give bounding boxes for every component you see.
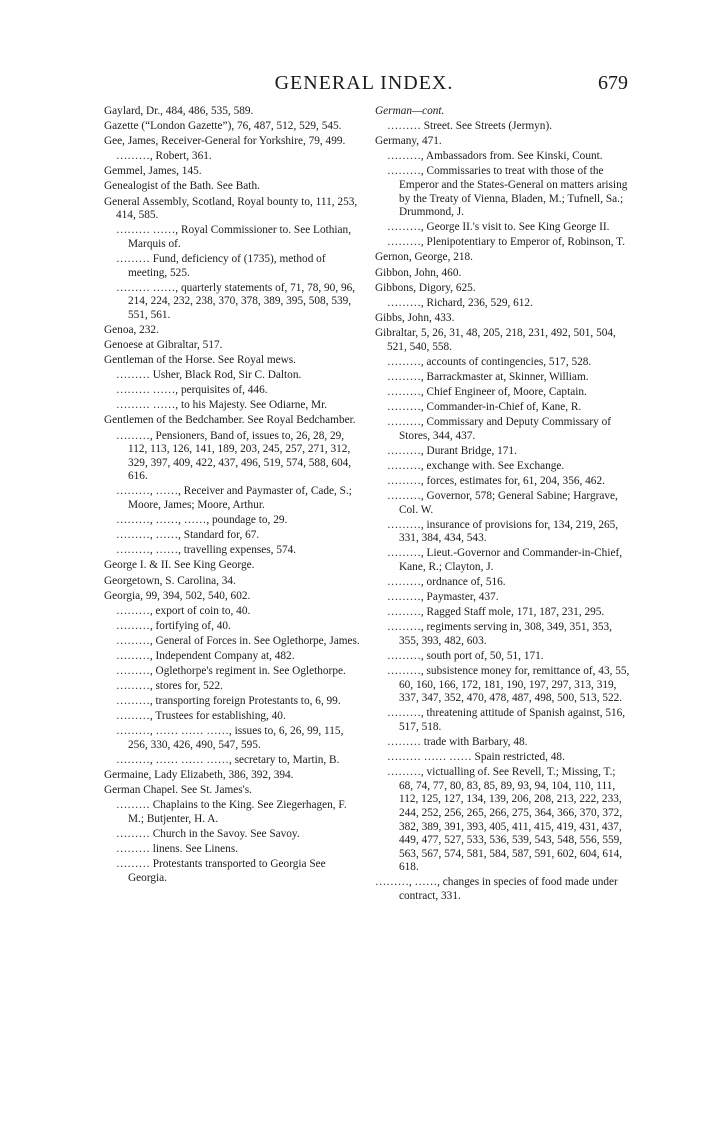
index-entry: ………, George II.'s visit to. See King George II. <box>387 221 610 234</box>
index-entry: ………, Commissaries to treat with those of the Emperor and the States-General on matters arising by the Treaty of Vienna, Bladen, M.; Tufnell, Sa.; Drummond, J. <box>387 165 628 219</box>
index-entry: ………, Trustees for establishing, 40. <box>116 710 286 723</box>
index-entry: ………, Independent Company at, 482. <box>116 649 295 662</box>
index-entry: ……… ……, perquisites of, 446. <box>116 384 268 397</box>
index-entry: ……… Protestants transported to Georgia See Georgia. <box>116 858 326 884</box>
index-entry: Gentleman of the Horse. See Royal mews. <box>104 354 296 367</box>
index-entry: German—cont. <box>375 105 445 117</box>
index-entry: ………, export of coin to, 40. <box>116 604 251 617</box>
index-entry: ………, Commissary and Deputy Commissary of Stores, 344, 437. <box>387 415 612 442</box>
index-entry: German Chapel. See St. James's. <box>104 784 252 797</box>
index-entry: Gibraltar, 5, 26, 31, 48, 205, 218, 231, 492, 501, 504, 521, 540, 558. <box>375 326 616 353</box>
index-entry: ………, victualling of. See Revell, T.; Missing, T.; 68, 74, 77, 80, 83, 85, 89, 93, 94, 104, 110, 111, 112, 125, 127, 134, 139, 206, 208, 213, 222, 233, 244, 252, 256, 265, 266, 275, 364, 366, 370, 372, 382, 389, 391, 393, 405, 411, 415, 419, 431, 437, 449, 477, 527, 533, 536, 539, 543, 548, 556, 559, 563, 567, 574, 581, 584, 587, 591, 602, 604, 614, 618. <box>387 766 623 874</box>
index-entry: ………, ……, travelling expenses, 574. <box>116 544 297 557</box>
index-entry: Gazette (“London Gazette”), 76, 487, 512, 529, 545. <box>104 120 342 133</box>
index-entry: ………, Chief Engineer of, Moore, Captain. <box>387 385 587 398</box>
index-entry: Germaine, Lady Elizabeth, 386, 392, 394. <box>104 769 294 782</box>
index-entry: Gee, James, Receiver-General for Yorkshire, 79, 499. <box>104 135 346 148</box>
index-entry: ………, stores for, 522. <box>116 680 223 693</box>
index-entry: ………, Durant Bridge, 171. <box>387 444 517 457</box>
index-entry: George I. & II. See King George. <box>104 559 255 572</box>
index-entry: ………, south port of, 50, 51, 171. <box>387 649 544 662</box>
index-entry: ………, insurance of provisions for, 134, 219, 265, 331, 384, 434, 543. <box>387 518 619 545</box>
index-entry: ………, Commander-in-Chief of, Kane, R. <box>387 400 582 413</box>
index-entry: ………, threatening attitude of Spanish against, 516, 517, 518. <box>387 707 626 733</box>
index-entry: Gentlemen of the Bedchamber. See Royal Bedchamber. <box>104 414 356 427</box>
index-entry: ……… …… …… Spain restricted, 48. <box>387 751 565 764</box>
index-entry: ……… ……, to his Majesty. See Odiarne, Mr. <box>116 399 328 412</box>
index-entry: Germany, 471. <box>375 135 442 148</box>
left-index-column <box>104 105 361 887</box>
index-entry: Gernon, George, 218. <box>375 251 473 264</box>
page-title: GENERAL INDEX. <box>274 72 454 94</box>
index-entry: ………, …… …… ……, secretary to, Martin, B. <box>116 754 340 767</box>
index-entry: ………, Pensioners, Band of, issues to, 26, 28, 29, 112, 113, 126, 141, 189, 203, 245, 257, 271, 312, 329, 397, 409, 422, 437, 496, 519, 574, 588, 604, 616. <box>116 429 352 483</box>
page-header <box>104 72 628 102</box>
index-entry: ………, Barrackmaster at, Skinner, William. <box>387 370 589 383</box>
index-entry: ………, transporting foreign Protestants to, 6, 99. <box>116 695 341 708</box>
index-entry: ………, fortifying of, 40. <box>116 619 231 632</box>
index-entry: Gemmel, James, 145. <box>104 165 202 178</box>
index-entry: ………, regiments serving in, 308, 349, 351, 353, 355, 393, 482, 603. <box>387 621 612 647</box>
index-entry: Genealogist of the Bath. See Bath. <box>104 180 260 193</box>
page-number: 679 <box>598 72 628 94</box>
index-entry: ………, exchange with. See Exchange. <box>387 459 565 472</box>
index-entry: Georgetown, S. Carolina, 34. <box>104 574 236 587</box>
right-index-column <box>375 105 632 905</box>
index-entry: ………, ordnance of, 516. <box>387 576 506 588</box>
index-entry: ………, …… …… ……, issues to, 6, 26, 99, 115, 256, 330, 426, 490, 547, 595. <box>116 725 344 752</box>
index-entry: ………, accounts of contingencies, 517, 528. <box>387 355 592 368</box>
index-entry: ……… linens. See Linens. <box>116 843 239 856</box>
index-entry: ……… trade with Barbary, 48. <box>387 736 528 749</box>
index-entry: ……… Church in the Savoy. See Savoy. <box>116 828 300 841</box>
index-entry: ……… Chaplains to the King. See Ziegerhagen, F. M.; Butjenter, H. A. <box>116 799 347 825</box>
index-entry: Genoese at Gibraltar, 517. <box>104 339 223 351</box>
index-entry: ………, subsistence money for, remittance of, 43, 55, 60, 160, 166, 172, 181, 190, 197, 297, 313, 319, 337, 347, 352, 470, 478, 487, 498, 500, 513, 522. <box>387 665 630 705</box>
index-entry: ………, Governor, 578; General Sabine; Hargrave, Col. W. <box>387 489 618 516</box>
index-entry: ………, ……, Standard for, 67. <box>116 529 260 542</box>
index-entry: ………, Paymaster, 437. <box>387 591 499 604</box>
index-entry: Gibbons, Digory, 625. <box>375 281 476 294</box>
index-entry: Gibbs, John, 433. <box>375 311 455 324</box>
index-entry: ……… ……, quarterly statements of, 71, 78, 90, 96, 214, 224, 232, 238, 370, 378, 389, 395, 508, 539, 551, 561. <box>116 281 356 321</box>
index-entry: ………, ……, ……, poundage to, 29. <box>116 514 288 527</box>
index-entry: ………, Richard, 236, 529, 612. <box>387 296 533 309</box>
index-entry: Georgia, 99, 394, 502, 540, 602. <box>104 589 251 602</box>
index-entry: ………, forces, estimates for, 61, 204, 356, 462. <box>387 474 605 487</box>
index-entry: ……… Street. See Streets (Jermyn). <box>387 120 553 133</box>
index-entry: ………, Ambassadors from. See Kinski, Count. <box>387 150 603 163</box>
index-entry: ………, Lieut.-Governor and Commander-in-Chief, Kane, R.; Clayton, J. <box>387 547 623 573</box>
index-entry: ……… Fund, deficiency of (1735), method of meeting, 525. <box>116 252 326 279</box>
index-entry: ………, General of Forces in. See Oglethorpe, James. <box>116 634 360 647</box>
index-entry: ………, ……, changes in species of food made under contract, 331. <box>375 876 618 903</box>
index-entry: ……… Usher, Black Rod, Sir C. Dalton. <box>116 369 302 382</box>
index-entry: Gaylard, Dr., 484, 486, 535, 589. <box>104 105 254 117</box>
index-entry: ………, ……, Receiver and Paymaster of, Cade, S.; Moore, James; Moore, Arthur. <box>116 485 352 512</box>
index-entry: ………, Robert, 361. <box>116 150 212 163</box>
index-entry: ………, Plenipotentiary to Emperor of, Robinson, T. <box>387 236 626 249</box>
index-entry: ……… ……, Royal Commissioner to. See Lothian, Marquis of. <box>116 224 352 250</box>
index-entry: ………, Oglethorpe's regiment in. See Oglethorpe. <box>116 665 346 678</box>
index-entry: General Assembly, Scotland, Royal bounty to, 111, 253, 414, 585. <box>104 195 358 222</box>
index-entry: Gibbon, John, 460. <box>375 266 462 279</box>
index-entry: ………, Ragged Staff mole, 171, 187, 231, 295. <box>387 606 605 619</box>
index-entry: Genoa, 232. <box>104 323 159 336</box>
